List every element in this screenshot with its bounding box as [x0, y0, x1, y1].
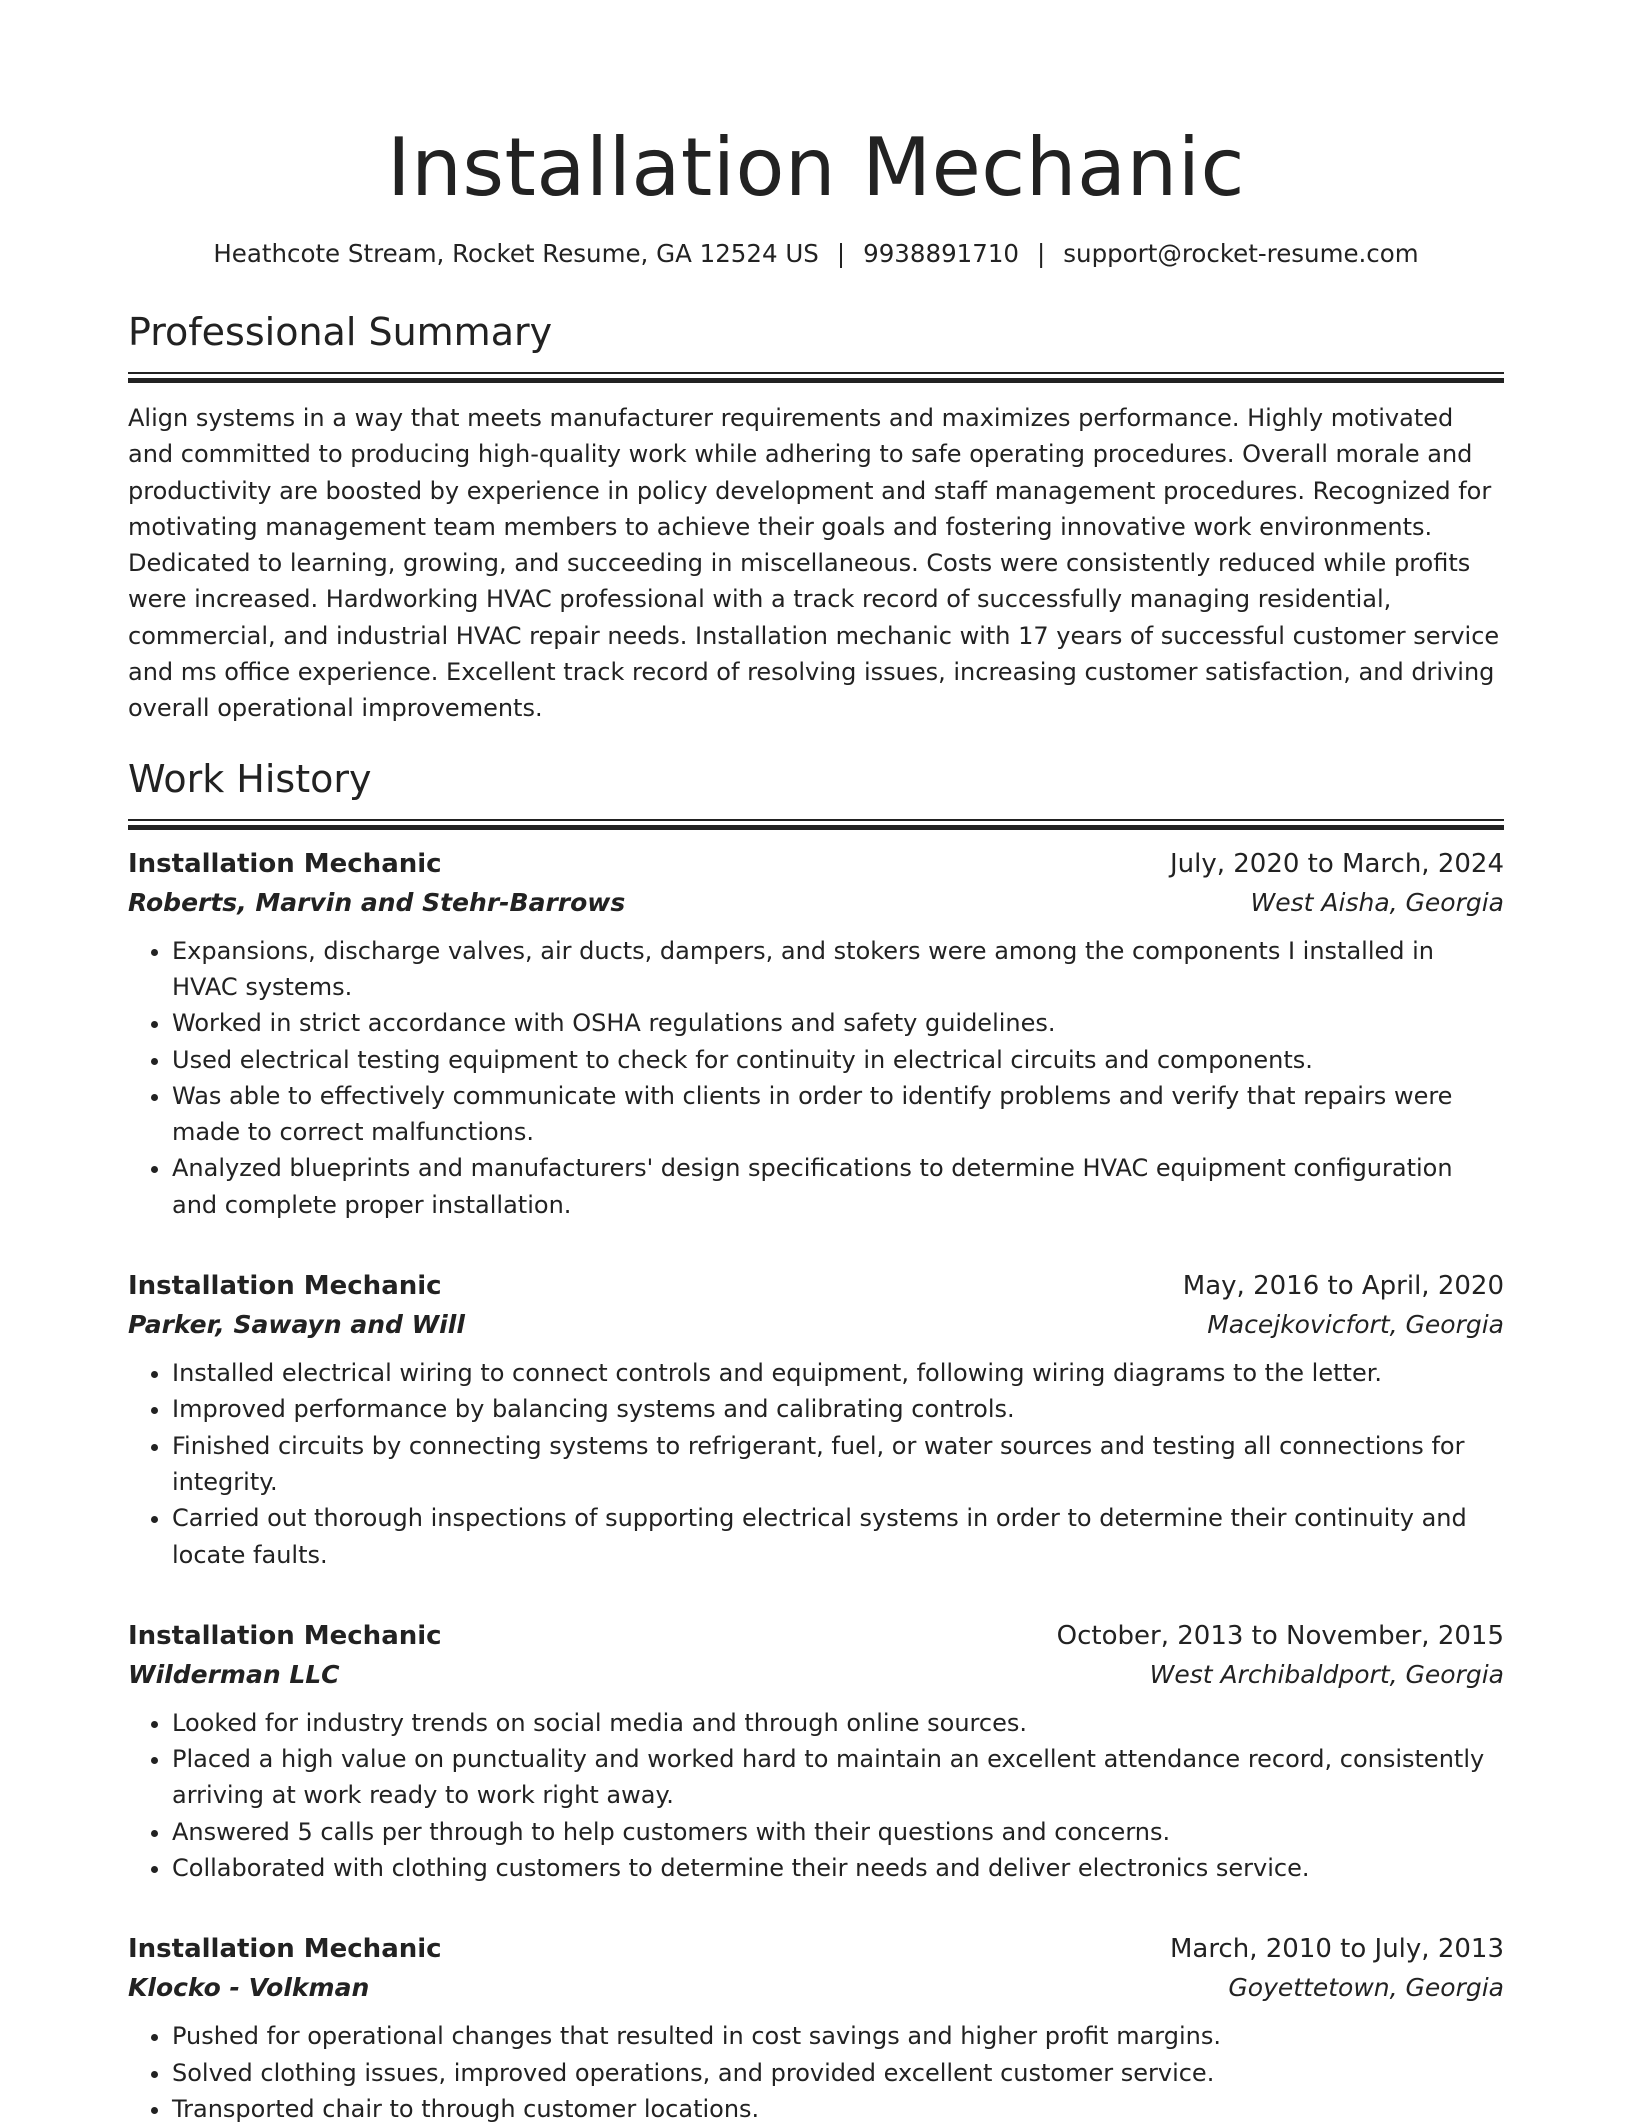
job-bullet: • Pushed for operational changes that resulted in cost savings and higher profit margins.: [172, 2018, 1504, 2054]
job-location: Macejkovicfort, Georgia: [1207, 1310, 1504, 1340]
job-header: [128, 845, 1504, 883]
section-divider: [128, 372, 1504, 384]
contact-separator: |: [836, 239, 846, 268]
job-entry: [128, 1267, 1504, 1573]
job-header: [128, 1267, 1504, 1305]
job-bullet: • Expansions, discharge valves, air ducts, dampers, and stokers were among the components I installed in HVAC systems.: [172, 933, 1504, 1006]
job-title: Installation Mechanic: [128, 848, 442, 879]
job-subheader: [128, 883, 1504, 923]
job-entry: [128, 1930, 1504, 2127]
job-location: West Aisha, Georgia: [1250, 887, 1504, 917]
job-entry: [128, 1617, 1504, 1886]
company-name: Roberts, Marvin and Stehr-Barrows: [128, 887, 626, 917]
job-bullet: • Improved performance by balancing systems and calibrating controls.: [172, 1391, 1504, 1427]
company-name: Parker, Sawayn and Will: [128, 1310, 465, 1340]
contact-phone: 9938891710: [863, 239, 1020, 268]
job-bullet: • Carried out thorough inspections of supporting electrical systems in order to determine their continuity and locate faults.: [172, 1500, 1504, 1573]
job-bullet: • Looked for industry trends on social media and through online sources.: [172, 1705, 1504, 1741]
job-location: West Archibaldport, Georgia: [1149, 1659, 1504, 1689]
job-dates: March, 2010 to July, 2013: [1169, 1934, 1504, 1965]
job-subheader: [128, 1655, 1504, 1695]
candidate-name: Installation Mechanic: [387, 121, 1245, 214]
job-dates: October, 2013 to November, 2015: [1056, 1620, 1504, 1651]
job-header: [128, 1617, 1504, 1655]
job-title: Installation Mechanic: [128, 1934, 442, 1965]
job-bullets: [128, 933, 1504, 1223]
job-bullet: • Transported chair to through customer locations.: [172, 2091, 1504, 2127]
job-bullet: • Was able to effectively communicate with clients in order to identify problems and verify that repairs were made to correct malfunctions.: [172, 1078, 1504, 1151]
job-entry: [128, 845, 1504, 1223]
job-list: [128, 845, 1504, 2127]
summary-text: Align systems in a way that meets manufacturer requirements and maximizes performance. Highly motivated and committed to producing high-quality work while adhering to safe operating procedures. Overall morale and productivity are boosted by experience in policy development and staff management procedures. Recognized for motivating management team members to achieve their goals and fostering innovative work environments. Dedicated to learning, growing, and succeeding in miscellaneous. Costs were consistently reduced while profits were increased. Hardworking HVAC professional with a track record of successfully managing residential, commercial, and industrial HVAC repair needs. Installation mechanic with 17 years of successful customer service and ms office experience. Excellent track record of resolving issues, increasing customer satisfaction, and driving overall operational improvements.: [128, 404, 1500, 723]
summary-heading: Professional Summary: [128, 310, 553, 354]
job-bullets: [128, 1355, 1504, 1573]
job-location: Goyettetown, Georgia: [1228, 1973, 1504, 2003]
job-bullets: [128, 1705, 1504, 1886]
summary-section: [128, 308, 1504, 727]
job-bullet: • Collaborated with clothing customers to determine their needs and deliver electronics service.: [172, 1850, 1504, 1886]
contact-address: Heathcote Stream, Rocket Resume, GA 12524 US: [213, 239, 819, 268]
job-header: [128, 1930, 1504, 1968]
section-divider: [128, 819, 1504, 831]
work-history-heading: Work History: [128, 756, 372, 801]
job-bullet: • Finished circuits by connecting systems to refrigerant, fuel, or water sources and testing all connections for integrity.: [172, 1428, 1504, 1501]
job-bullet: • Worked in strict accordance with OSHA regulations and safety guidelines.: [172, 1005, 1504, 1041]
job-bullet: • Solved clothing issues, improved operations, and provided excellent customer service.: [172, 2055, 1504, 2091]
contact-line: [128, 238, 1504, 270]
job-title: Installation Mechanic: [128, 1620, 442, 1651]
job-bullet: • Placed a high value on punctuality and worked hard to maintain an excellent attendance record, consistently arriving at work ready to work right away.: [172, 1741, 1504, 1814]
contact-separator: |: [1037, 239, 1046, 268]
resume-page: [128, 0, 1504, 2127]
job-bullet: • Installed electrical wiring to connect controls and equipment, following wiring diagrams to the letter.: [172, 1355, 1504, 1391]
job-bullet: • Used electrical testing equipment to check for continuity in electrical circuits and components.: [172, 1042, 1504, 1078]
company-name: Klocko - Volkman: [128, 1973, 370, 2003]
job-dates: May, 2016 to April, 2020: [1182, 1271, 1504, 1302]
job-subheader: [128, 1968, 1504, 2008]
work-history-section: [128, 755, 1504, 2127]
job-bullets: [128, 2018, 1504, 2127]
job-title: Installation Mechanic: [128, 1271, 442, 1302]
job-bullet: • Analyzed blueprints and manufacturers' design specifications to determine HVAC equipment configuration and complete proper installation.: [172, 1150, 1504, 1223]
job-dates: July, 2020 to March, 2024: [1169, 848, 1504, 879]
company-name: Wilderman LLC: [128, 1659, 340, 1689]
job-subheader: [128, 1305, 1504, 1345]
job-bullet: • Answered 5 calls per through to help customers with their questions and concerns.: [172, 1814, 1504, 1850]
contact-email: support@rocket-resume.com: [1063, 239, 1419, 268]
